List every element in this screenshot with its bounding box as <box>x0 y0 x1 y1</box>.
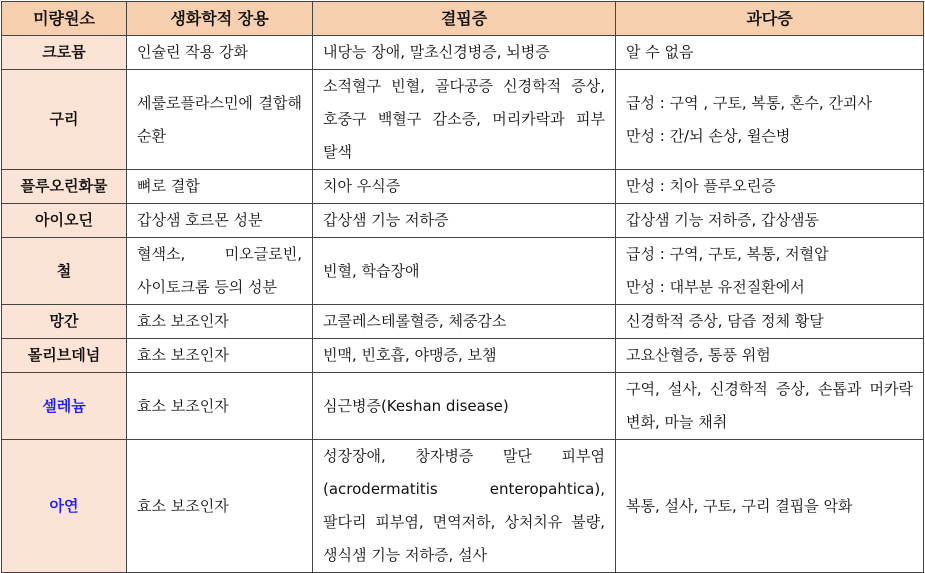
element-name: 플루오린화물 <box>2 170 127 204</box>
function-cell <box>127 305 313 339</box>
excess-text: 알 수 없음 <box>626 43 694 61</box>
excess-text-chronic: 만성 : 간/뇌 손상, 윌슨병 <box>626 126 791 145</box>
deficiency-text: 빈맥, 빈호흡, 야맹증, 보챔 <box>323 346 497 364</box>
function-text: 효소 보조인자 <box>137 496 229 515</box>
function-cell <box>127 238 313 305</box>
function-text: 효소 보조인자 <box>137 346 229 364</box>
function-text: 인슐린 작용 강화 <box>137 43 248 61</box>
deficiency-cell <box>313 238 616 305</box>
deficiency-cell <box>313 440 616 573</box>
function-cell <box>127 204 313 238</box>
function-cell <box>127 36 313 70</box>
excess-cell <box>616 170 924 204</box>
deficiency-cell <box>313 70 616 170</box>
table-row <box>2 238 924 305</box>
trace-elements-table <box>1 1 924 573</box>
excess-text: 신경학적 증상, 담즙 정체 황달 <box>626 312 824 330</box>
function-cell <box>127 440 313 573</box>
function-text: 세룰로플라스민에 결합해 순환 <box>137 93 302 145</box>
deficiency-text: 고콜레스테롤혈증, 체중감소 <box>323 312 507 330</box>
function-text: 갑상샘 호르몬 성분 <box>137 211 263 229</box>
excess-cell <box>616 70 924 170</box>
function-cell <box>127 70 313 170</box>
table-row <box>2 440 924 573</box>
function-text: 혈색소, 미오글로빈, 사이토크롬 등의 성분 <box>137 245 302 296</box>
table-row <box>2 204 924 238</box>
element-name: 아이오딘 <box>2 204 127 238</box>
deficiency-text: 성장장애, 창자병증 말단 피부염 (acrodermatitis enteropahtica), 팔다리 피부염, 면역저하, 상처치유 불량, 생식샘 기능 저하증, 설사 <box>323 447 605 564</box>
deficiency-cell <box>313 305 616 339</box>
element-name: 몰리브데넘 <box>2 339 127 373</box>
function-text: 효소 보조인자 <box>137 396 229 415</box>
excess-text-chronic: 만성 : 대부분 유전질환에서 <box>626 278 805 296</box>
deficiency-text: 치아 우식증 <box>323 177 401 195</box>
header-function: 생화학적 장용 <box>127 2 313 36</box>
function-text: 효소 보조인자 <box>137 312 229 330</box>
header-excess: 과다증 <box>616 2 924 36</box>
deficiency-text: 내당능 장애, 말초신경병증, 뇌병증 <box>323 43 550 61</box>
excess-text-acute: 급성 : 구역 , 구토, 복통, 혼수, 간괴사 <box>626 93 872 112</box>
excess-text: 구역, 설사, 신경학적 증상, 손톱과 머카락 변화, 마늘 채취 <box>626 380 913 431</box>
deficiency-cell <box>313 204 616 238</box>
deficiency-cell <box>313 170 616 204</box>
deficiency-cell <box>313 373 616 440</box>
excess-cell <box>616 373 924 440</box>
table-row <box>2 339 924 373</box>
excess-cell <box>616 339 924 373</box>
deficiency-text: 빈혈, 학습장애 <box>323 261 420 280</box>
table-row <box>2 170 924 204</box>
element-name: 구리 <box>2 70 127 170</box>
table-row <box>2 305 924 339</box>
table-row <box>2 36 924 70</box>
function-text: 뼈로 결합 <box>137 177 200 195</box>
excess-text: 복통, 설사, 구토, 구리 결핍을 악화 <box>626 496 853 515</box>
table-row <box>2 373 924 440</box>
deficiency-text: 심근병증(Keshan disease) <box>323 396 509 415</box>
table-row <box>2 70 924 170</box>
excess-cell <box>616 238 924 305</box>
function-cell <box>127 339 313 373</box>
element-name: 크로뮴 <box>2 36 127 70</box>
header-deficiency: 결핍증 <box>313 2 616 36</box>
excess-cell <box>616 305 924 339</box>
element-name: 철 <box>2 238 127 305</box>
excess-cell <box>616 440 924 573</box>
function-cell <box>127 170 313 204</box>
element-name: 망간 <box>2 305 127 339</box>
table-body <box>2 36 924 573</box>
deficiency-cell <box>313 339 616 373</box>
table-header <box>2 2 924 36</box>
excess-cell <box>616 36 924 70</box>
deficiency-cell <box>313 36 616 70</box>
header-element: 미량원소 <box>2 2 127 36</box>
excess-text: 갑상샘 기능 저하증, 갑상샘동 <box>626 211 819 229</box>
deficiency-text: 소적혈구 빈혈, 골다공증 신경학적 증상, 호중구 백혈구 감소증, 머리카락과 피부 탈색 <box>323 77 605 161</box>
excess-text: 만성 : 치아 플루오린증 <box>626 177 776 195</box>
excess-text-acute: 급성 : 구역, 구토, 복통, 저혈압 <box>626 245 829 263</box>
element-name: 아연 <box>2 440 127 573</box>
function-cell <box>127 373 313 440</box>
excess-cell <box>616 204 924 238</box>
element-name: 셀레늄 <box>2 373 127 440</box>
deficiency-text: 갑상샘 기능 저하증 <box>323 211 449 229</box>
header-row <box>2 2 924 36</box>
excess-text: 고요산혈증, 통풍 위험 <box>626 346 771 364</box>
